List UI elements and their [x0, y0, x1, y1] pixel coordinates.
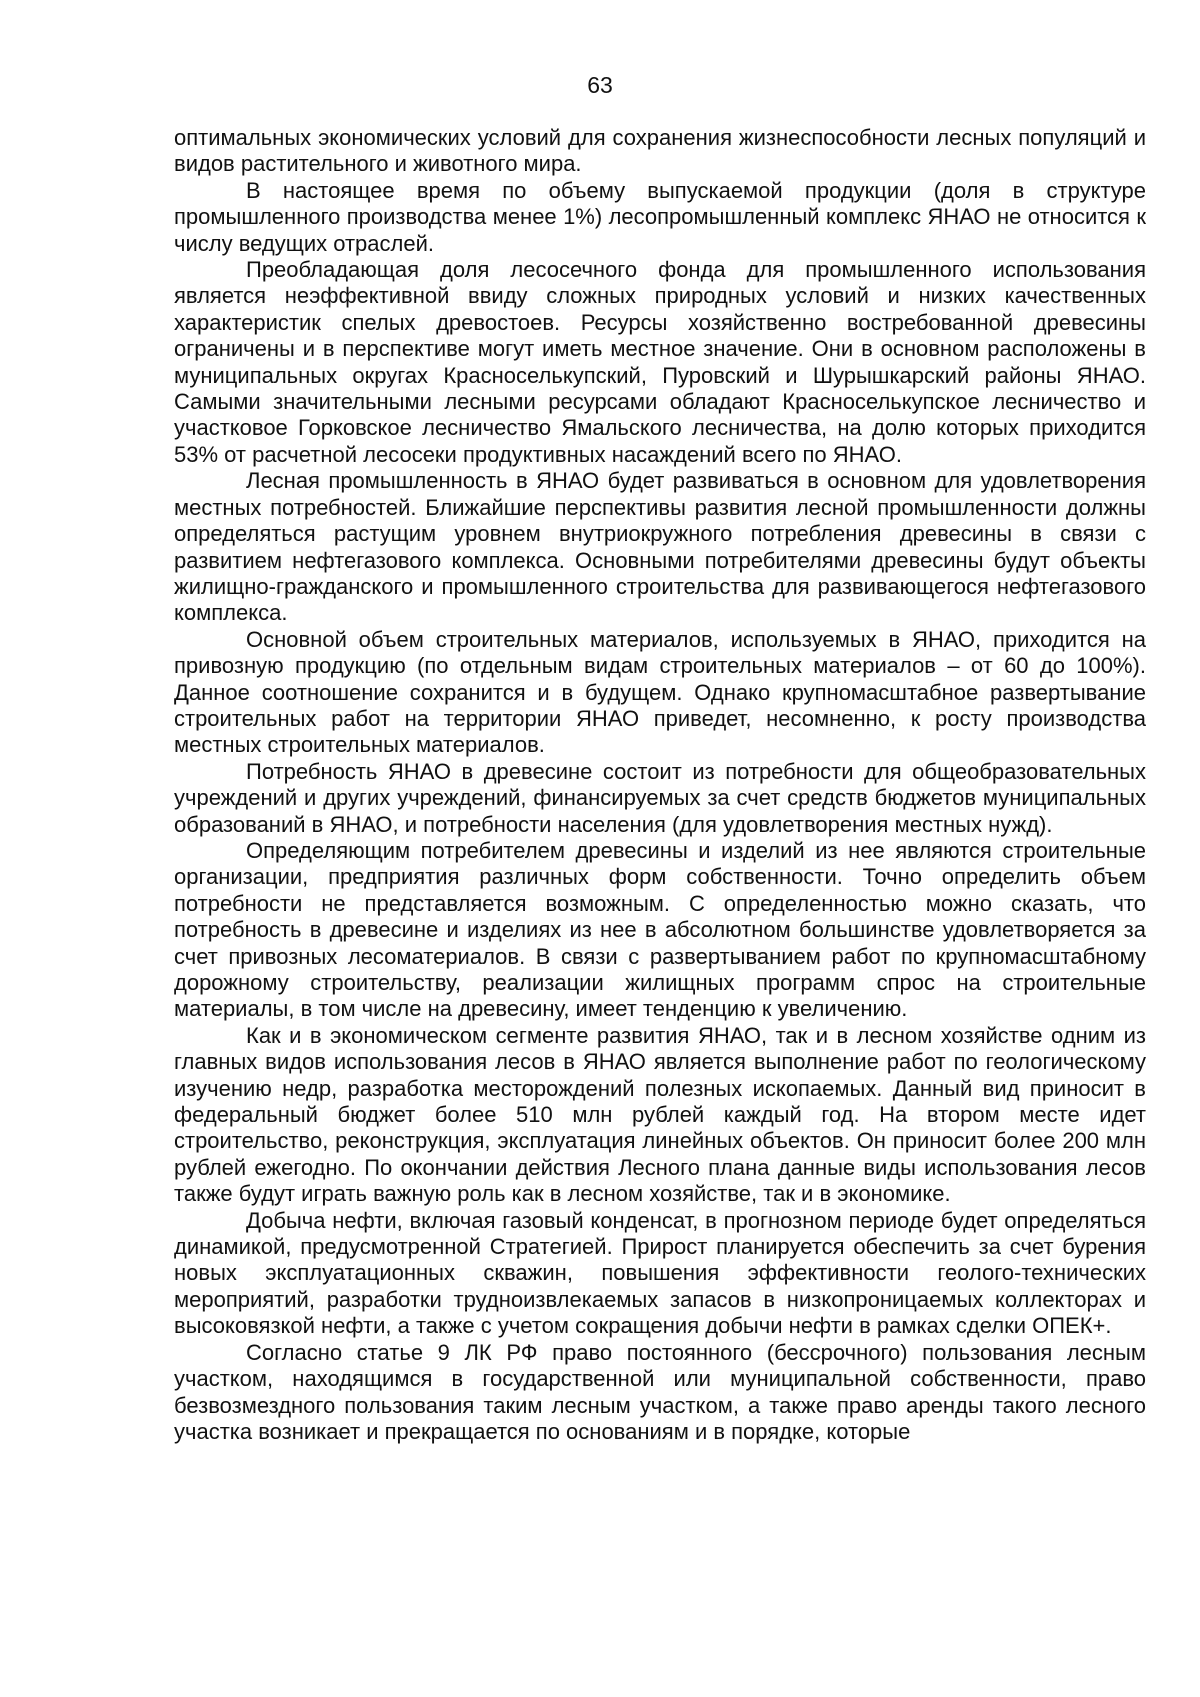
- paragraph: Потребность ЯНАО в древесине состоит из потребности для общеобразовательных учреждений и других учреждений, финансируемых за счет средств бюджетов муниципальных образований в ЯНАО, и потребности населения (для удовлетворения местных нужд).: [174, 758, 1146, 837]
- page-body: [174, 125, 1146, 1445]
- paragraph: Преобладающая доля лесосечного фонда для промышленного использования является неэффективной ввиду сложных природных условий и низких качественных характеристик спелых древостоев. Ресурсы хозяйственно востребованной древесины ограничены и в перспективе могут иметь местное значение. Они в основном расположены в муниципальных округах Красноселькупский, Пуровский и Шурышкарский районы ЯНАО. Самыми значительными лесными ресурсами обладают Красноселькупское лесничество и участковое Горковское лесничество Ямальского лесничества, на долю которых приходится 53% от расчетной лесосеки продуктивных насаждений всего по ЯНАО.: [174, 257, 1146, 467]
- paragraph: В настоящее время по объему выпускаемой продукции (доля в структуре промышленного производства менее 1%) лесопромышленный комплекс ЯНАО не относится к числу ведущих отраслей.: [174, 177, 1146, 256]
- page-number: 63: [587, 72, 613, 98]
- paragraph: Основной объем строительных материалов, используемых в ЯНАО, приходится на привозную продукцию (по отдельным видам строительных материалов – от 60 до 100%). Данное соотношение сохранится и в будущем. Однако крупномасштабное развертывание строительных работ на территории ЯНАО приведет, несомненно, к росту производства местных строительных материалов.: [174, 626, 1146, 758]
- paragraph: Определяющим потребителем древесины и изделий из нее являются строительные организации, предприятия различных форм собственности. Точно определить объем потребности не представляется возможным. С определенностью можно сказать, что потребность в древесине и изделиях из нее в абсолютном большинстве удовлетворяется за счет привозных лесоматериалов. В связи с развертыванием работ по крупномасштабному дорожному строительству, реализации жилищных программ спрос на строительные материалы, в том числе на древесину, имеет тенденцию к увеличению.: [174, 837, 1146, 1022]
- paragraph: Согласно статье 9 ЛК РФ право постоянного (бессрочного) пользования лесным участком, находящимся в государственной или муниципальной собственности, право безвозмездного пользования таким лесным участком, а также право аренды такого лесного участка возникает и прекращается по основаниям и в порядке, которые: [174, 1339, 1146, 1444]
- paragraph: Добыча нефти, включая газовый конденсат, в прогнозном периоде будет определяться динамикой, предусмотренной Стратегией. Прирост планируется обеспечить за счет бурения новых эксплуатационных скважин, повышения эффективности геолого-технических мероприятий, разработки трудноизвлекаемых запасов в низкопроницаемых коллекторах и высоковязкой нефти, а также с учетом сокращения добычи нефти в рамках сделки ОПЕК+.: [174, 1207, 1146, 1339]
- paragraph: Лесная промышленность в ЯНАО будет развиваться в основном для удовлетворения местных потребностей. Ближайшие перспективы развития лесной промышленности должны определяться растущим уровнем внутриокружного потребления древесины в связи с развитием нефтегазового комплекса. Основными потребителями древесины будут объекты жилищно-гражданского и промышленного строительства для развивающегося нефтегазового комплекса.: [174, 468, 1146, 626]
- paragraph: Как и в экономическом сегменте развития ЯНАО, так и в лесном хозяйстве одним из главных видов использования лесов в ЯНАО является выполнение работ по геологическому изучению недр, разработка месторождений полезных ископаемых. Данный вид приносит в федеральный бюджет более 510 млн рублей каждый год. На втором месте идет строительство, реконструкция, эксплуатация линейных объектов. Он приносит более 200 млн рублей ежегодно. По окончании действия Лесного плана данные виды использования лесов также будут играть важную роль как в лесном хозяйстве, так и в экономике.: [174, 1022, 1146, 1207]
- paragraph-continuation: оптимальных экономических условий для сохранения жизнеспособности лесных популяций и видов растительного и животного мира.: [174, 125, 1146, 177]
